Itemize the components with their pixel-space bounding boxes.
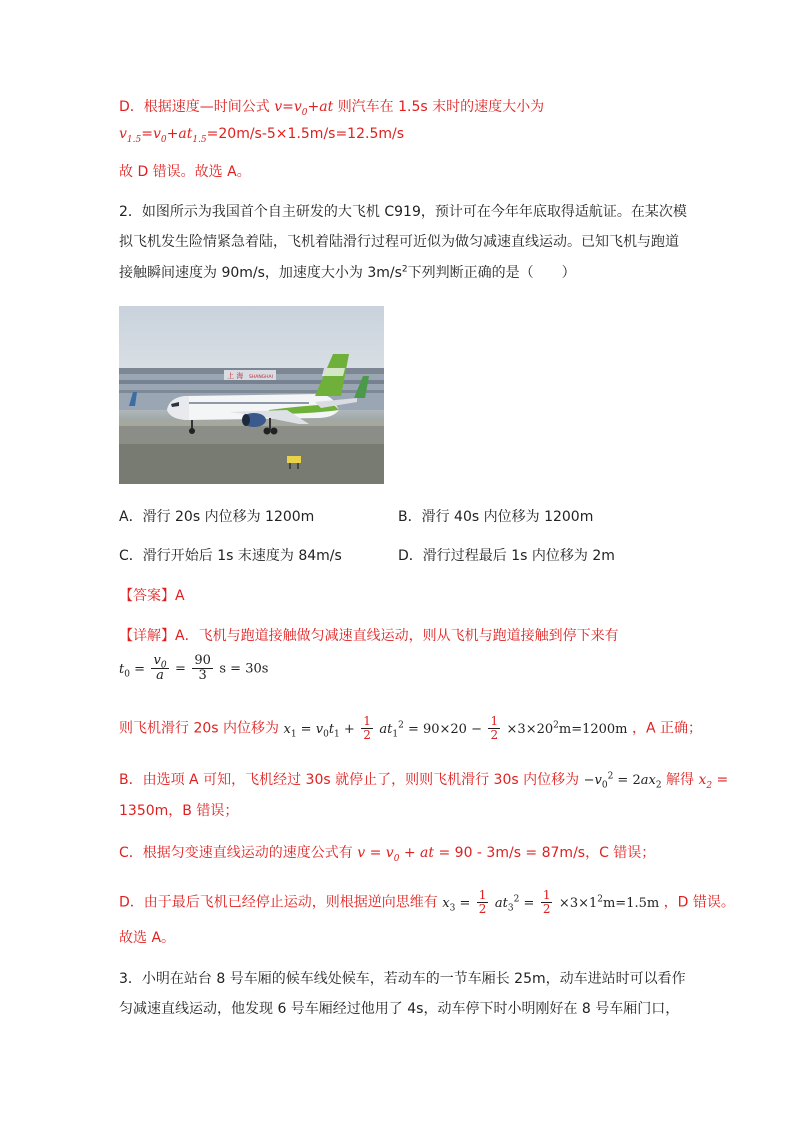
q3-stem-line1: 3．小明在站台 8 号车厢的候车线处候车，若动车的一节车厢长 25m，动车进站时可以看作 — [119, 971, 686, 987]
prev-d-line1: D．根据速度—时间公式 $v=v_0+at$ 则汽车在 1.5s 末时的速度大小为 — [119, 99, 545, 118]
q2-stem-line3: 接触瞬间速度为 90m/s，加速度大小为 $3m/s^2$下列判断正确的是（ ） — [119, 264, 576, 281]
airport-sign-sub: SHANGHAI — [249, 375, 273, 380]
prev-d-line2: $v_{1.5}=v_0+at_{1.5}=20m/s-5\times 1.5m/s=12.5m/s$ — [119, 126, 405, 145]
q2-detail-a: 【详解】A．飞机与跑道接触做匀减速直线运动，则从飞机与跑道接触到停下来有 — [119, 628, 619, 644]
prev-d-conclusion: 故 D 错误。故选 A。 — [119, 164, 251, 180]
airplane-photo — [119, 306, 384, 484]
q2-stem-line2: 拟飞机发生险情紧急着陆，飞机着陆滑行过程可近似为做匀减速直线运动。已知飞机与跑道 — [119, 234, 679, 250]
q2-option-b: B．滑行 40s 内位移为 1200m — [398, 509, 594, 525]
q2-option-a: A．滑行 20s 内位移为 1200m — [119, 509, 315, 525]
q2-detail-d-conclusion: 故选 A。 — [119, 930, 176, 946]
q2-option-c: C．滑行开始后 1s 末速度为 84m/s — [119, 548, 342, 564]
q2-detail-a2: 则飞机滑行 20s 内位移为 $x_1 = v_0t_1$ + $\frac{1}{2}$ $at_1^2 = 90\times 20$ − $\frac{1}{2}$ $\times 3\times 20^2m=1200m$ ，A 正确； — [119, 714, 702, 742]
q3-stem-line2: 匀减速直线运动，他发现 6 号车厢经过他用了 4s，动车停下时小明刚好在 8 号车厢门口， — [119, 1001, 680, 1017]
q2-answer-value: A — [175, 588, 185, 604]
airport-sign: 上 海 — [227, 372, 244, 380]
q2-detail-b1: B．由选项 A 可知，飞机经过 30s 就停止了，则则飞机滑行 30s 内位移为 $-v_0^2 = 2ax_2$ 解得 $x_2$ = — [119, 771, 729, 791]
q2-detail-b2: 1350m，B 错误； — [119, 803, 239, 819]
q2-option-d: D．滑行过程最后 1s 内位移为 2m — [398, 548, 615, 564]
q2-t0-equation: $t_0$ = $\frac{v_0}{a}$ = $\frac{90}{3}$ s = 30s — [119, 653, 269, 683]
q2-answer: 【答案】A — [119, 588, 185, 604]
q2-stem-line1: 2．如图所示为我国首个自主研发的大飞机 C919，预计可在今年年底取得适航证。在某次模 — [119, 204, 687, 220]
q2-detail-c: C．根据匀变速直线运动的速度公式有 $v = v_0$ + at = 90 - 3m/s = 87m/s，C 错误； — [119, 845, 656, 864]
airplane-illustration — [119, 306, 384, 484]
q2-detail-d: D．由于最后飞机已经停止运动，则根据逆向思维有 $x_3$ = $\frac{1}{2}$ $at_3^2$ = $\frac{1}{2}$ $\times 3\times 1^2m=1.5m$ ，D 错误。 — [119, 888, 735, 916]
